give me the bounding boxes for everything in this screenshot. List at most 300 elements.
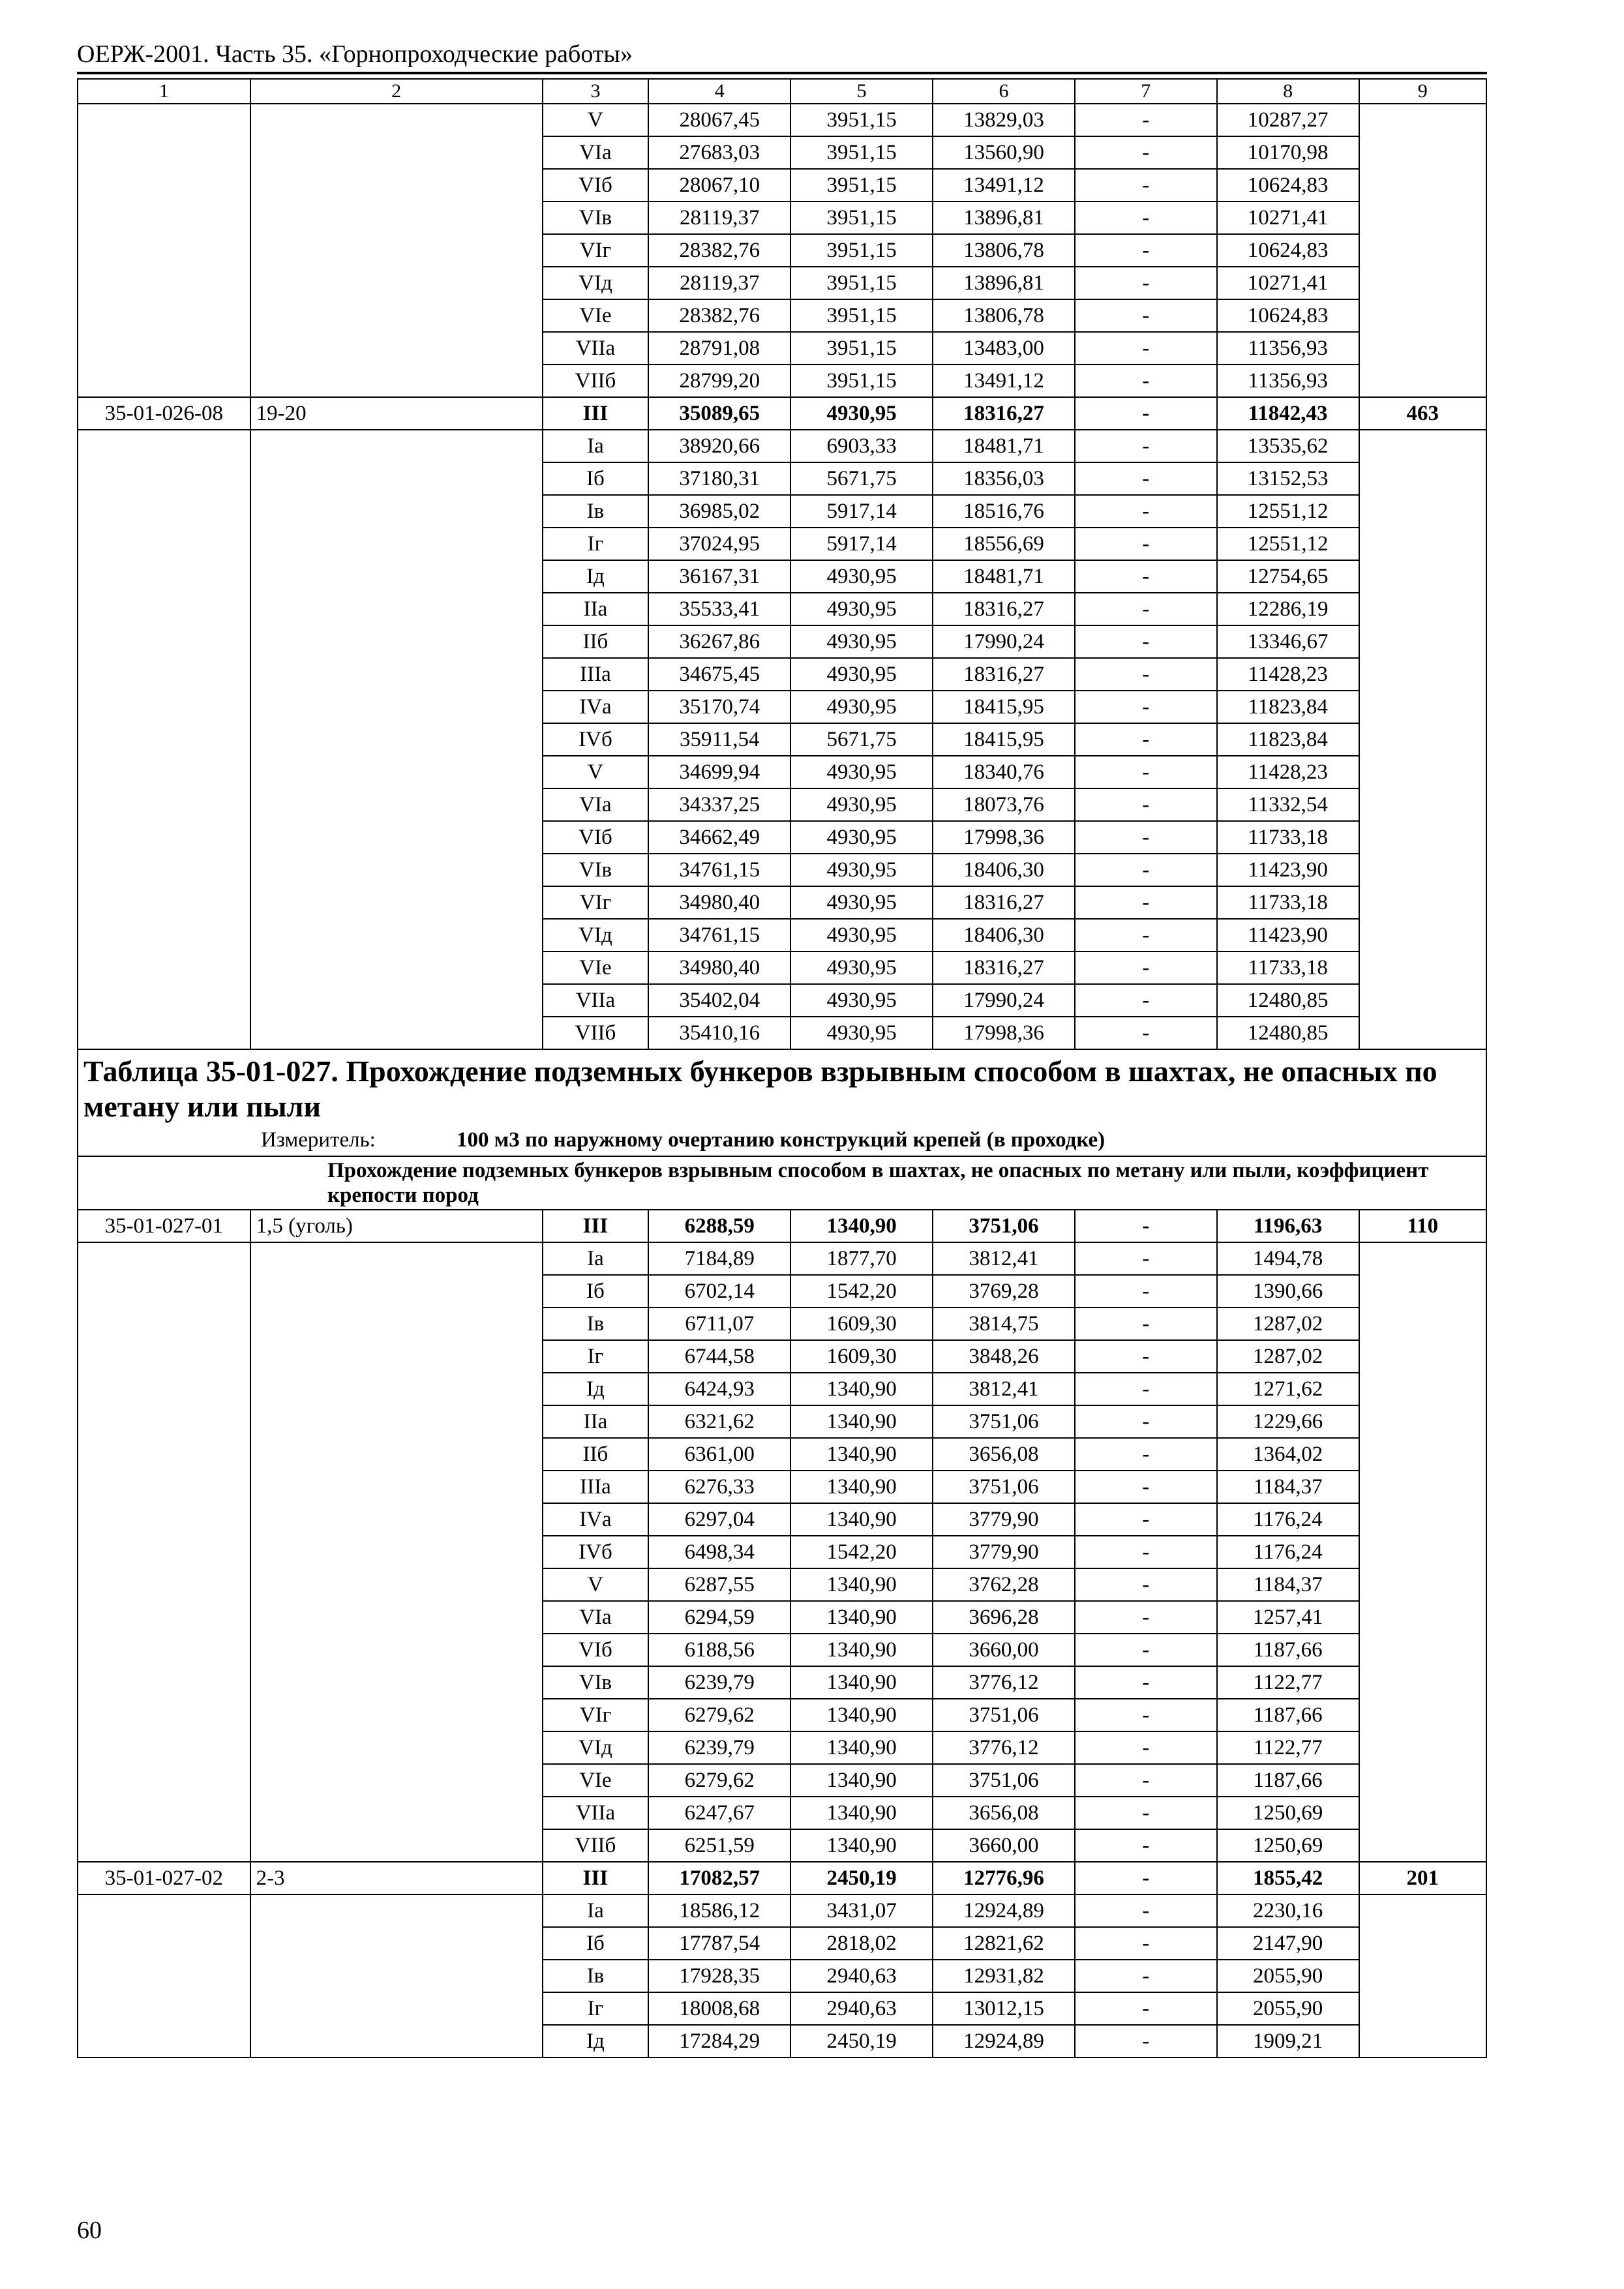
table-row [78,951,1486,984]
table-row [78,1210,1486,1242]
column-number-cell: 9 [1359,79,1486,104]
parameter-cell [250,1373,543,1405]
zone-cell: Iг [543,528,649,560]
zone-cell: VIIа [543,1797,649,1829]
value-cell: - [1075,202,1217,234]
extra-value-cell [1359,691,1486,723]
parameter-cell [250,267,543,299]
value-cell: 10287,27 [1217,104,1359,136]
rate-code-cell [78,560,250,593]
value-cell: 1340,90 [790,1731,933,1764]
value-cell: - [1075,1373,1217,1405]
value-cell: 1187,66 [1217,1699,1359,1731]
value-cell: - [1075,1764,1217,1797]
page-header: ОЕРЖ-2001. Часть 35. «Горнопроходческие работы» [77,40,633,68]
table-row [78,756,1486,788]
parameter-cell [250,1829,543,1862]
value-cell: 4930,95 [790,919,933,951]
zone-cell: Iг [543,1992,649,2025]
rate-code-cell [78,1017,250,1049]
value-cell: 2147,90 [1217,1927,1359,1960]
parameter-cell [250,104,543,136]
value-cell: - [1075,1438,1217,1471]
value-cell: 1340,90 [790,1438,933,1471]
zone-cell: IVа [543,691,649,723]
zone-cell: VIIб [543,365,649,397]
header-rule [77,72,1487,74]
value-cell: 6321,62 [648,1405,790,1438]
value-cell: 1340,90 [790,1666,933,1699]
table-row [78,1275,1486,1308]
value-cell: 10170,98 [1217,136,1359,169]
value-cell: 5917,14 [790,495,933,528]
value-cell: 13346,67 [1217,625,1359,658]
value-cell: 18316,27 [933,397,1075,430]
table-row [78,821,1486,854]
value-cell: 28067,45 [648,104,790,136]
value-cell: - [1075,234,1217,267]
value-cell: 6279,62 [648,1699,790,1731]
value-cell: - [1075,560,1217,593]
value-cell: 28791,08 [648,332,790,365]
rate-code-cell [78,1503,250,1536]
zone-cell: VIе [543,299,649,332]
value-cell: 4930,95 [790,593,933,625]
extra-value-cell [1359,1340,1486,1373]
value-cell: 17990,24 [933,984,1075,1017]
value-cell: 3696,28 [933,1601,1075,1634]
rate-code-cell [78,430,250,462]
table-row [78,1308,1486,1340]
parameter-cell: 19-20 [250,397,543,430]
parameter-cell [250,1666,543,1699]
value-cell: 13535,62 [1217,430,1359,462]
value-cell: 18415,95 [933,691,1075,723]
value-cell: 12480,85 [1217,1017,1359,1049]
rate-code-cell [78,1992,250,2025]
zone-cell: Iд [543,560,649,593]
value-cell: 3769,28 [933,1275,1075,1308]
rate-code-cell [78,1275,250,1308]
value-cell: 1340,90 [790,1699,933,1731]
table-row [78,723,1486,756]
zone-cell: Iд [543,1373,649,1405]
value-cell: 13491,12 [933,169,1075,202]
extra-value-cell: 201 [1359,1862,1486,1894]
value-cell: 2818,02 [790,1927,933,1960]
extra-value-cell [1359,788,1486,821]
zone-cell: VIв [543,1666,649,1699]
value-cell: - [1075,1666,1217,1699]
value-cell: 6498,34 [648,1536,790,1568]
extra-value-cell [1359,1017,1486,1049]
value-cell: - [1075,1797,1217,1829]
value-cell: 13483,00 [933,332,1075,365]
table-row [78,854,1486,886]
value-cell: 3776,12 [933,1666,1075,1699]
value-cell: 12754,65 [1217,560,1359,593]
value-cell: - [1075,1894,1217,1927]
extra-value-cell [1359,299,1486,332]
value-cell: - [1075,1275,1217,1308]
rate-code-cell [78,691,250,723]
value-cell: 12286,19 [1217,593,1359,625]
value-cell: 6188,56 [648,1634,790,1666]
value-cell: - [1075,1699,1217,1731]
value-cell: - [1075,984,1217,1017]
value-cell: 2055,90 [1217,1960,1359,1992]
value-cell: 35170,74 [648,691,790,723]
value-cell: 1340,90 [790,1829,933,1862]
parameter-cell [250,1536,543,1568]
parameter-cell [250,1568,543,1601]
zone-cell: VIв [543,202,649,234]
value-cell: 1287,02 [1217,1340,1359,1373]
parameter-cell [250,202,543,234]
value-cell: 6424,93 [648,1373,790,1405]
rate-code-cell [78,756,250,788]
value-cell: 18586,12 [648,1894,790,1927]
rate-code-cell [78,104,250,136]
value-cell: 7184,89 [648,1242,790,1275]
rate-code-cell [78,528,250,560]
value-cell: 1877,70 [790,1242,933,1275]
value-cell: 3812,41 [933,1242,1075,1275]
value-cell: 11733,18 [1217,886,1359,919]
value-cell: 1257,41 [1217,1601,1359,1634]
value-cell: 1542,20 [790,1275,933,1308]
zone-cell: Iб [543,1927,649,1960]
value-cell: 1187,66 [1217,1634,1359,1666]
meter-value: 100 м3 по наружному очертанию конструкций крепей (в проходке) [457,1128,1105,1152]
value-cell: 13560,90 [933,136,1075,169]
parameter-cell [250,1275,543,1308]
value-cell: 3951,15 [790,332,933,365]
value-cell: 2230,16 [1217,1894,1359,1927]
value-cell: 17998,36 [933,1017,1075,1049]
table-row [78,430,1486,462]
zone-cell: IIа [543,593,649,625]
value-cell: 6279,62 [648,1764,790,1797]
value-cell: 12821,62 [933,1927,1075,1960]
value-cell: 4930,95 [790,886,933,919]
value-cell: 2055,90 [1217,1992,1359,2025]
value-cell: 17998,36 [933,821,1075,854]
table-row [78,169,1486,202]
rate-code-cell [78,462,250,495]
extra-value-cell [1359,1731,1486,1764]
extra-value-cell [1359,560,1486,593]
value-cell: 17990,24 [933,625,1075,658]
extra-value-cell [1359,1960,1486,1992]
value-cell: 1176,24 [1217,1536,1359,1568]
extra-value-cell [1359,1927,1486,1960]
value-cell: 11428,23 [1217,756,1359,788]
zone-cell: Iб [543,462,649,495]
value-cell: 3751,06 [933,1210,1075,1242]
table-row [78,625,1486,658]
zone-cell: III [543,397,649,430]
parameter-cell [250,560,543,593]
value-cell: 6711,07 [648,1308,790,1340]
value-cell: 28067,10 [648,169,790,202]
zone-cell: Iб [543,1275,649,1308]
value-cell: 18406,30 [933,919,1075,951]
value-cell: 3656,08 [933,1438,1075,1471]
value-cell: 1494,78 [1217,1242,1359,1275]
rate-code-cell [78,1601,250,1634]
value-cell: 35410,16 [648,1017,790,1049]
value-cell: 3751,06 [933,1471,1075,1503]
extra-value-cell [1359,1308,1486,1340]
table-row [78,1862,1486,1894]
parameter-cell [250,1471,543,1503]
parameter-cell [250,1797,543,1829]
rates-table-body [78,79,1486,2057]
value-cell: 1340,90 [790,1634,933,1666]
rate-code-cell [78,1471,250,1503]
value-cell: - [1075,430,1217,462]
value-cell: 1196,63 [1217,1210,1359,1242]
rate-code-cell [78,1797,250,1829]
table-row [78,234,1486,267]
extra-value-cell [1359,2025,1486,2057]
rate-code-cell [78,332,250,365]
column-number-cell: 2 [250,79,543,104]
parameter-cell [250,1503,543,1536]
value-cell: 1250,69 [1217,1797,1359,1829]
value-cell: 11423,90 [1217,919,1359,951]
value-cell: 11733,18 [1217,821,1359,854]
value-cell: 1340,90 [790,1568,933,1601]
value-cell: 1340,90 [790,1764,933,1797]
value-cell: - [1075,1829,1217,1862]
value-cell: 1122,77 [1217,1666,1359,1699]
value-cell: 1176,24 [1217,1503,1359,1536]
rate-code-cell [78,984,250,1017]
parameter-cell [250,625,543,658]
parameter-cell [250,1242,543,1275]
table-row [78,1405,1486,1438]
table-row [78,593,1486,625]
value-cell: 4930,95 [790,756,933,788]
table-row [78,299,1486,332]
value-cell: - [1075,1568,1217,1601]
value-cell: 1184,37 [1217,1568,1359,1601]
value-cell: - [1075,886,1217,919]
value-cell: 6287,55 [648,1568,790,1601]
value-cell: 1364,02 [1217,1438,1359,1471]
extra-value-cell [1359,1438,1486,1471]
value-cell: - [1075,1634,1217,1666]
zone-cell: IIа [543,1405,649,1438]
extra-value-cell [1359,332,1486,365]
value-cell: - [1075,332,1217,365]
parameter-cell [250,821,543,854]
extra-value-cell [1359,1666,1486,1699]
value-cell: 3848,26 [933,1340,1075,1373]
value-cell: - [1075,1405,1217,1438]
extra-value-cell [1359,1829,1486,1862]
rate-code-cell [78,1568,250,1601]
zone-cell: VIг [543,234,649,267]
zone-cell: IIб [543,1438,649,1471]
extra-value-cell [1359,495,1486,528]
extra-value-cell [1359,1568,1486,1601]
value-cell: 4930,95 [790,658,933,691]
value-cell: 4930,95 [790,397,933,430]
value-cell: - [1075,1960,1217,1992]
rate-code-cell [78,1894,250,1927]
value-cell: 3762,28 [933,1568,1075,1601]
value-cell: - [1075,854,1217,886]
value-cell: 5917,14 [790,528,933,560]
parameter-cell [250,1764,543,1797]
rate-code-cell [78,1634,250,1666]
table-row [78,658,1486,691]
extra-value-cell [1359,1764,1486,1797]
zone-cell: VIб [543,821,649,854]
zone-cell: VIIа [543,332,649,365]
column-number-cell: 7 [1075,79,1217,104]
extra-value-cell [1359,1699,1486,1731]
extra-value-cell [1359,365,1486,397]
value-cell: 18356,03 [933,462,1075,495]
extra-value-cell [1359,1373,1486,1405]
value-cell: 3951,15 [790,202,933,234]
value-cell: 3751,06 [933,1699,1075,1731]
value-cell: 1340,90 [790,1373,933,1405]
value-cell: 5671,75 [790,462,933,495]
zone-cell: Iг [543,1340,649,1373]
value-cell: 1187,66 [1217,1764,1359,1797]
value-cell: 1340,90 [790,1503,933,1536]
value-cell: 3656,08 [933,1797,1075,1829]
value-cell: 3951,15 [790,267,933,299]
extra-value-cell [1359,821,1486,854]
extra-value-cell [1359,593,1486,625]
value-cell: 6903,33 [790,430,933,462]
value-cell: 3951,15 [790,365,933,397]
rate-code-cell [78,1242,250,1275]
rate-code-cell: 35-01-027-01 [78,1210,250,1242]
table-row [78,886,1486,919]
value-cell: - [1075,462,1217,495]
rate-code-cell [78,1829,250,1862]
extra-value-cell [1359,1242,1486,1275]
parameter-cell [250,1634,543,1666]
parameter-cell [250,1927,543,1960]
rate-code-cell [78,365,250,397]
zone-cell: IVа [543,1503,649,1536]
zone-cell: VIв [543,854,649,886]
value-cell: 13806,78 [933,234,1075,267]
value-cell: 27683,03 [648,136,790,169]
value-cell: 13829,03 [933,104,1075,136]
value-cell: 1390,66 [1217,1275,1359,1308]
parameter-cell [250,332,543,365]
column-number-cell: 8 [1217,79,1359,104]
value-cell: 5671,75 [790,723,933,756]
parameter-cell [250,854,543,886]
value-cell: 12776,96 [933,1862,1075,1894]
column-number-cell: 4 [648,79,790,104]
parameter-cell [250,462,543,495]
value-cell: 18073,76 [933,788,1075,821]
value-cell: - [1075,691,1217,723]
parameter-cell [250,951,543,984]
value-cell: 11733,18 [1217,951,1359,984]
extra-value-cell [1359,658,1486,691]
value-cell: - [1075,1927,1217,1960]
value-cell: - [1075,821,1217,854]
rate-code-cell [78,1536,250,1568]
value-cell: - [1075,2025,1217,2057]
value-cell: 6247,67 [648,1797,790,1829]
value-cell: 35533,41 [648,593,790,625]
extra-value-cell [1359,202,1486,234]
value-cell: 12924,89 [933,1894,1075,1927]
value-cell: 10624,83 [1217,234,1359,267]
value-cell: 34337,25 [648,788,790,821]
zone-cell: VIд [543,919,649,951]
value-cell: 3951,15 [790,104,933,136]
value-cell: - [1075,1862,1217,1894]
rate-code-cell [78,919,250,951]
rate-code-cell [78,1960,250,1992]
parameter-cell [250,1438,543,1471]
value-cell: 11356,93 [1217,365,1359,397]
value-cell: 17284,29 [648,2025,790,2057]
value-cell: 13152,53 [1217,462,1359,495]
value-cell: 3779,90 [933,1503,1075,1536]
value-cell: 4930,95 [790,625,933,658]
value-cell: 38920,66 [648,430,790,462]
value-cell: - [1075,1340,1217,1373]
table-row [78,528,1486,560]
extra-value-cell [1359,1894,1486,1927]
zone-cell: VIIб [543,1017,649,1049]
value-cell: - [1075,723,1217,756]
value-cell: 36985,02 [648,495,790,528]
table-row [78,365,1486,397]
rate-code-cell [78,299,250,332]
value-cell: 6297,04 [648,1503,790,1536]
parameter-cell [250,919,543,951]
rate-code-cell [78,821,250,854]
value-cell: - [1075,267,1217,299]
value-cell: 1609,30 [790,1340,933,1373]
value-cell: 6276,33 [648,1471,790,1503]
table-row [78,462,1486,495]
value-cell: 3951,15 [790,299,933,332]
value-cell: 12480,85 [1217,984,1359,1017]
value-cell: 1542,20 [790,1536,933,1568]
value-cell: 12551,12 [1217,528,1359,560]
value-cell: 3751,06 [933,1764,1075,1797]
value-cell: 13806,78 [933,299,1075,332]
rate-code-cell [78,1927,250,1960]
parameter-cell [250,136,543,169]
value-cell: 18556,69 [933,528,1075,560]
extra-value-cell [1359,1536,1486,1568]
value-cell: 6239,79 [648,1666,790,1699]
value-cell: - [1075,299,1217,332]
value-cell: 3431,07 [790,1894,933,1927]
value-cell: 36267,86 [648,625,790,658]
zone-cell: III [543,1862,649,1894]
value-cell: 1909,21 [1217,2025,1359,2057]
